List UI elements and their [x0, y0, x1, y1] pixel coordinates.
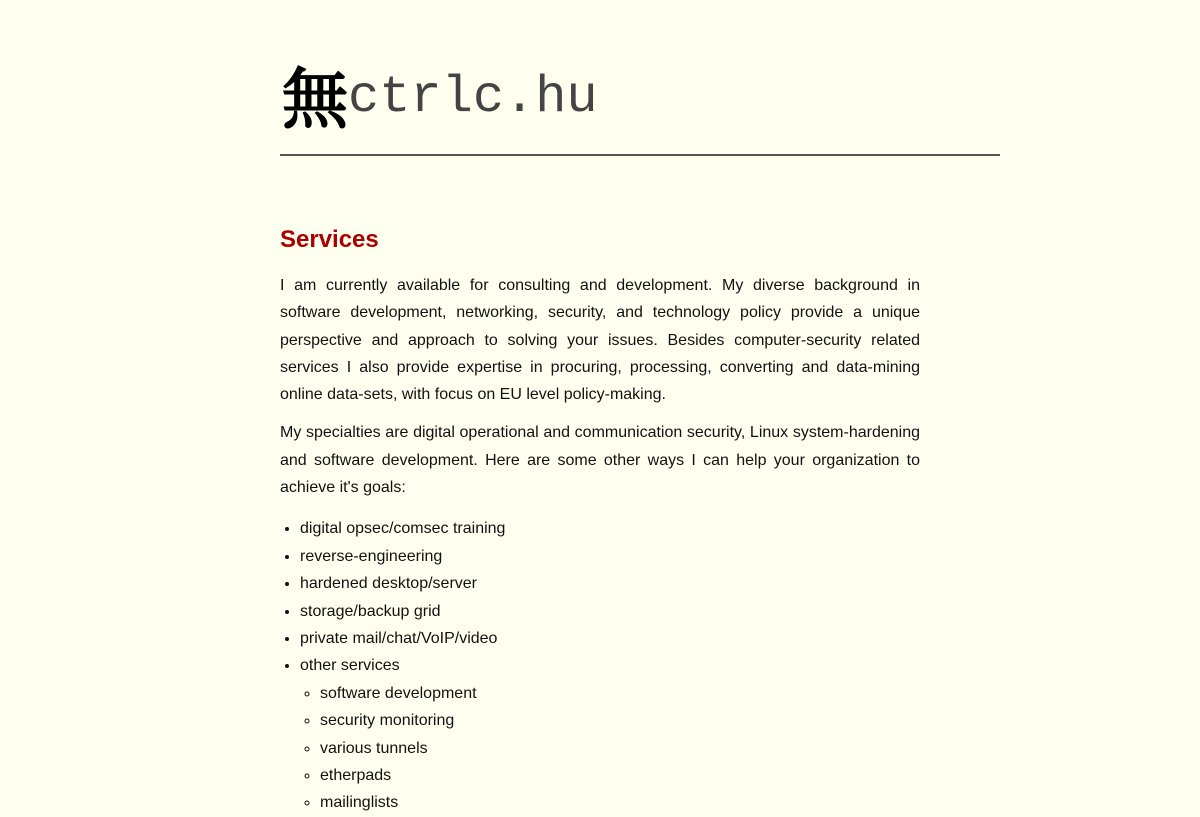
sublist-item: ◦ software development: [320, 680, 920, 707]
specialties-paragraph: My specialties are digital operational and communication security, Linux system-hardening and software development. Here are some other ways I can help your organization to achieve it's goals:: [280, 424, 920, 497]
services-intro-paragraph: I am currently available for consulting and development. My diverse background in software development, networking, security, and technology policy provide a unique perspective and approach to solving your issues. Besides computer-security related services I also provide expertise in procuring, processing, converting and data-mining online data-sets, with focus on EU level policy-making.: [280, 277, 920, 404]
list-item-label: other services: [300, 657, 400, 675]
sublist-item: ◦ various tunnels: [320, 735, 920, 762]
sublist-item: ◦ security monitoring: [320, 707, 920, 734]
logo-glyph: 無: [282, 60, 348, 138]
list-item: • private mail/chat/VoIP/video: [300, 625, 920, 652]
list-item-other-services: [300, 652, 920, 816]
site-title-link[interactable]: ctrlc.hu: [348, 68, 598, 127]
list-item: • digital opsec/comsec training: [300, 515, 920, 542]
sublist-item: ◦ etherpads: [320, 762, 920, 789]
other-services-sublist: [300, 680, 920, 817]
site-header: [280, 62, 1000, 156]
list-item: • reverse-engineering: [300, 543, 920, 570]
main-content: [280, 222, 920, 817]
sublist-item: ◦ mailinglists: [320, 789, 920, 816]
services-heading: Services: [280, 226, 379, 253]
list-item: • storage/backup grid: [300, 598, 920, 625]
list-item: • hardened desktop/server: [300, 570, 920, 597]
services-list: [280, 515, 920, 816]
